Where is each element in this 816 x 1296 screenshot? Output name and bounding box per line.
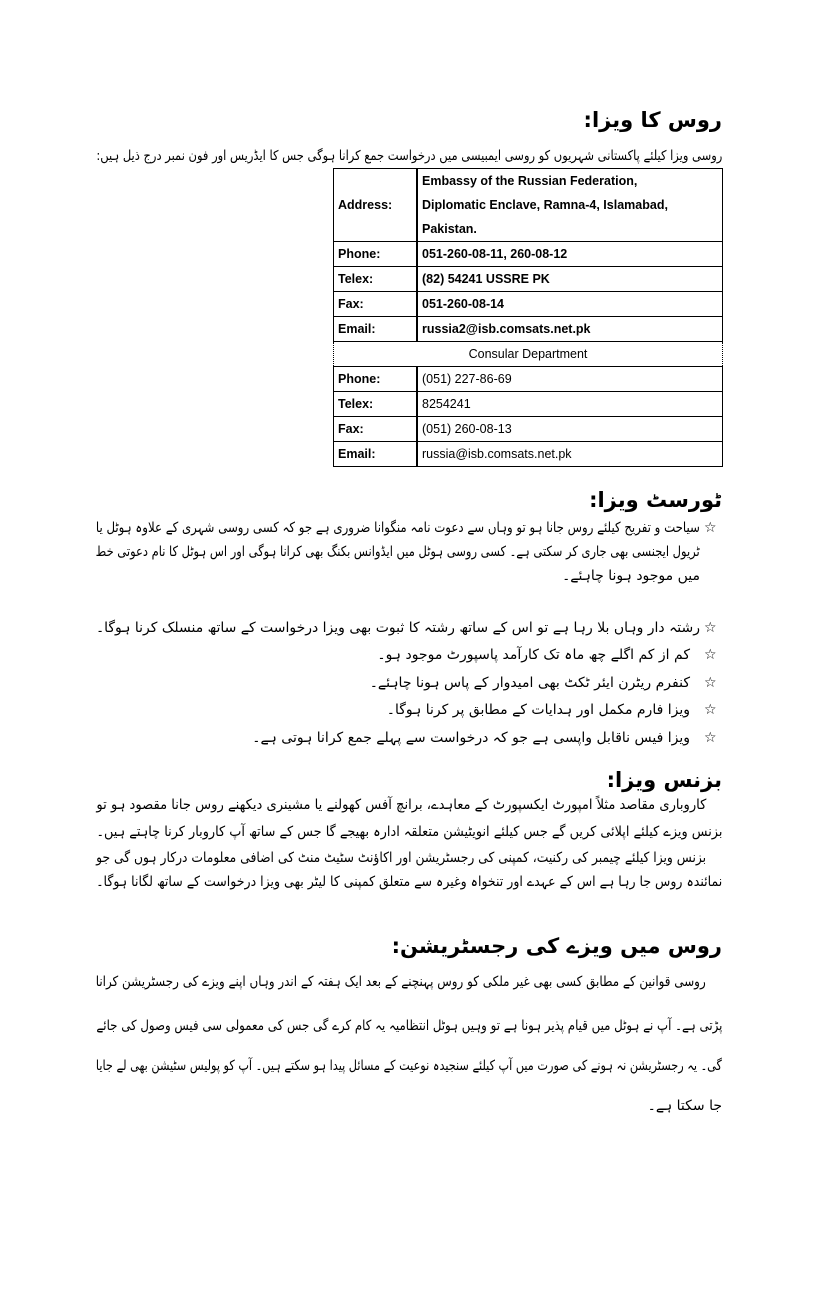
tourist-item-text: کم از کم اگلے چھ ماہ تک کارآمد پاسپورٹ موجود ہو۔ (377, 647, 690, 663)
tourist-item-text: رشتہ دار وہاں بلا رہا ہے تو اس کے ساتھ رشتہ کا ثبوت بھی ویزا درخواست کے ساتھ منسلک کرنا ہوگا۔ (96, 620, 700, 636)
business-text-line: کاروباری مقاصد مثلاً امپورٹ ایکسپورٹ کے معاہدے، برانچ آفس کھولنے یا مشینری دیکھنے روس جانا مقصود ہو تو (96, 797, 706, 813)
registration-text-line: پڑتی ہے۔ آپ نے ہوٹل میں قیام پذیر ہونا ہے تو وہیں ہوٹل انتظامیہ یہ کام کرے گی جس کی معمولی سی فیس وصول کی جائے (96, 1018, 722, 1034)
star-bullet-icon: ☆ (704, 730, 717, 746)
phone-value: 051-260-08-11, 260-08-12 (417, 242, 723, 267)
registration-text-line: جا سکتا ہے۔ (647, 1098, 722, 1114)
telex-value: 8254241 (417, 392, 723, 417)
star-bullet-icon: ☆ (704, 620, 717, 636)
consular-department-heading: Consular Department (334, 342, 723, 367)
business-visa-heading: بزنس ویزا: (606, 768, 722, 792)
embassy-contact-table (333, 168, 723, 467)
tourist-item-text: سیاحت و تفریح کیلئے روس جانا ہو تو وہاں سے دعوت نامہ منگوانا ضروری ہے جو کہ کسی روسی شہری کے علاوہ ہوٹل یا (96, 520, 700, 536)
business-text-line: بزنس ویزا کیلئے چیمبر کی رکنیت، کمپنی کی رجسٹریشن اور اکاؤنٹ سٹیٹ منٹ کی اضافی معلومات درکار ہوں گی جو (96, 850, 706, 866)
business-text-line: بزنس ویزے کیلئے اپلائی کریں گے جس کیلئے انویٹیشن متعلقہ ادارہ بھیجے گا جس کے ساتھ آپ کاروبار کرنا چاہتے ہیں۔ (96, 824, 722, 840)
business-text-line: نمائندہ روس جا رہا ہے اس کے عہدے اور تنخواہ وغیرہ سے متعلق کمپنی کا لیٹر بھی ویزا درخواست کے ساتھ لگانا ہوگا۔ (96, 874, 722, 890)
registration-text-line: روسی قوانین کے مطابق کسی بھی غیر ملکی کو روس پہنچنے کے بعد ایک ہفتہ کے اندر وہاں اپنے ویزے کی رجسٹریشن کرانا (96, 974, 706, 990)
table-row (334, 267, 723, 292)
fax-value: 051-260-08-14 (417, 292, 723, 317)
email-value: russia2@isb.comsats.net.pk (417, 317, 723, 342)
tourist-item-text: میں موجود ہونا چاہئے۔ (562, 568, 700, 584)
registration-heading: روس میں ویزے کی رجسٹریشن: (391, 934, 722, 958)
address-line: Embassy of the Russian Federation, (422, 174, 638, 188)
email-label: Email: (334, 442, 418, 467)
address-line: Diplomatic Enclave, Ramna-4, Islamabad, (422, 198, 668, 212)
star-bullet-icon: ☆ (704, 675, 717, 691)
phone-value: (051) 227-86-69 (417, 367, 723, 392)
intro-text: روسی ویزا کیلئے پاکستانی شہریوں کو روسی ایمبیسی میں درخواست جمع کرانا ہوگی جس کا ایڈریس اور فون نمبر درج ذیل ہیں: (96, 148, 722, 164)
table-row (334, 292, 723, 317)
tourist-visa-heading: ٹورسٹ ویزا: (589, 488, 722, 512)
table-row (334, 342, 723, 367)
address-line: Pakistan. (422, 222, 477, 236)
telex-label: Telex: (334, 392, 418, 417)
address-value (417, 169, 723, 242)
star-bullet-icon: ☆ (704, 520, 717, 536)
fax-value: (051) 260-08-13 (417, 417, 723, 442)
email-label: Email: (334, 317, 418, 342)
email-value: russia@isb.comsats.net.pk (417, 442, 723, 467)
phone-label: Phone: (334, 242, 418, 267)
table-row (334, 317, 723, 342)
tourist-item-text: ویزا فارم مکمل اور ہدایات کے مطابق پر کرنا ہوگا۔ (386, 702, 690, 718)
star-bullet-icon: ☆ (704, 702, 717, 718)
table-row (334, 442, 723, 467)
telex-value: (82) 54241 USSRE PK (417, 267, 723, 292)
table-row (334, 392, 723, 417)
registration-text-line: گی۔ یہ رجسٹریشن نہ ہونے کی صورت میں آپ کیلئے سنجیدہ نوعیت کے مسائل پیدا ہو سکتے ہیں۔ آپ کو پولیس سٹیشن بھی لے جایا (96, 1058, 722, 1074)
phone-label: Phone: (334, 367, 418, 392)
table-row (334, 242, 723, 267)
fax-label: Fax: (334, 417, 418, 442)
table-row (334, 417, 723, 442)
tourist-item-text: کنفرم ریٹرن ایئر ٹکٹ بھی امیدوار کے پاس ہونا چاہئے۔ (369, 675, 690, 691)
page-title: روس کا ویزا: (583, 108, 722, 132)
table-row (334, 169, 723, 242)
tourist-item-text: ٹریول ایجنسی بھی جاری کر سکتی ہے۔ کسی روسی ہوٹل میں ایڈوانس بکنگ بھی کرانا ہوگی اور اس ہوٹل کا نام دعوتی خط (96, 544, 700, 560)
tourist-item-text: ویزا فیس ناقابل واپسی ہے جو کہ درخواست سے پہلے جمع کرانا ہوتی ہے۔ (252, 730, 690, 746)
table-row (334, 367, 723, 392)
telex-label: Telex: (334, 267, 418, 292)
address-label: Address: (334, 169, 418, 242)
star-bullet-icon: ☆ (704, 647, 717, 663)
fax-label: Fax: (334, 292, 418, 317)
